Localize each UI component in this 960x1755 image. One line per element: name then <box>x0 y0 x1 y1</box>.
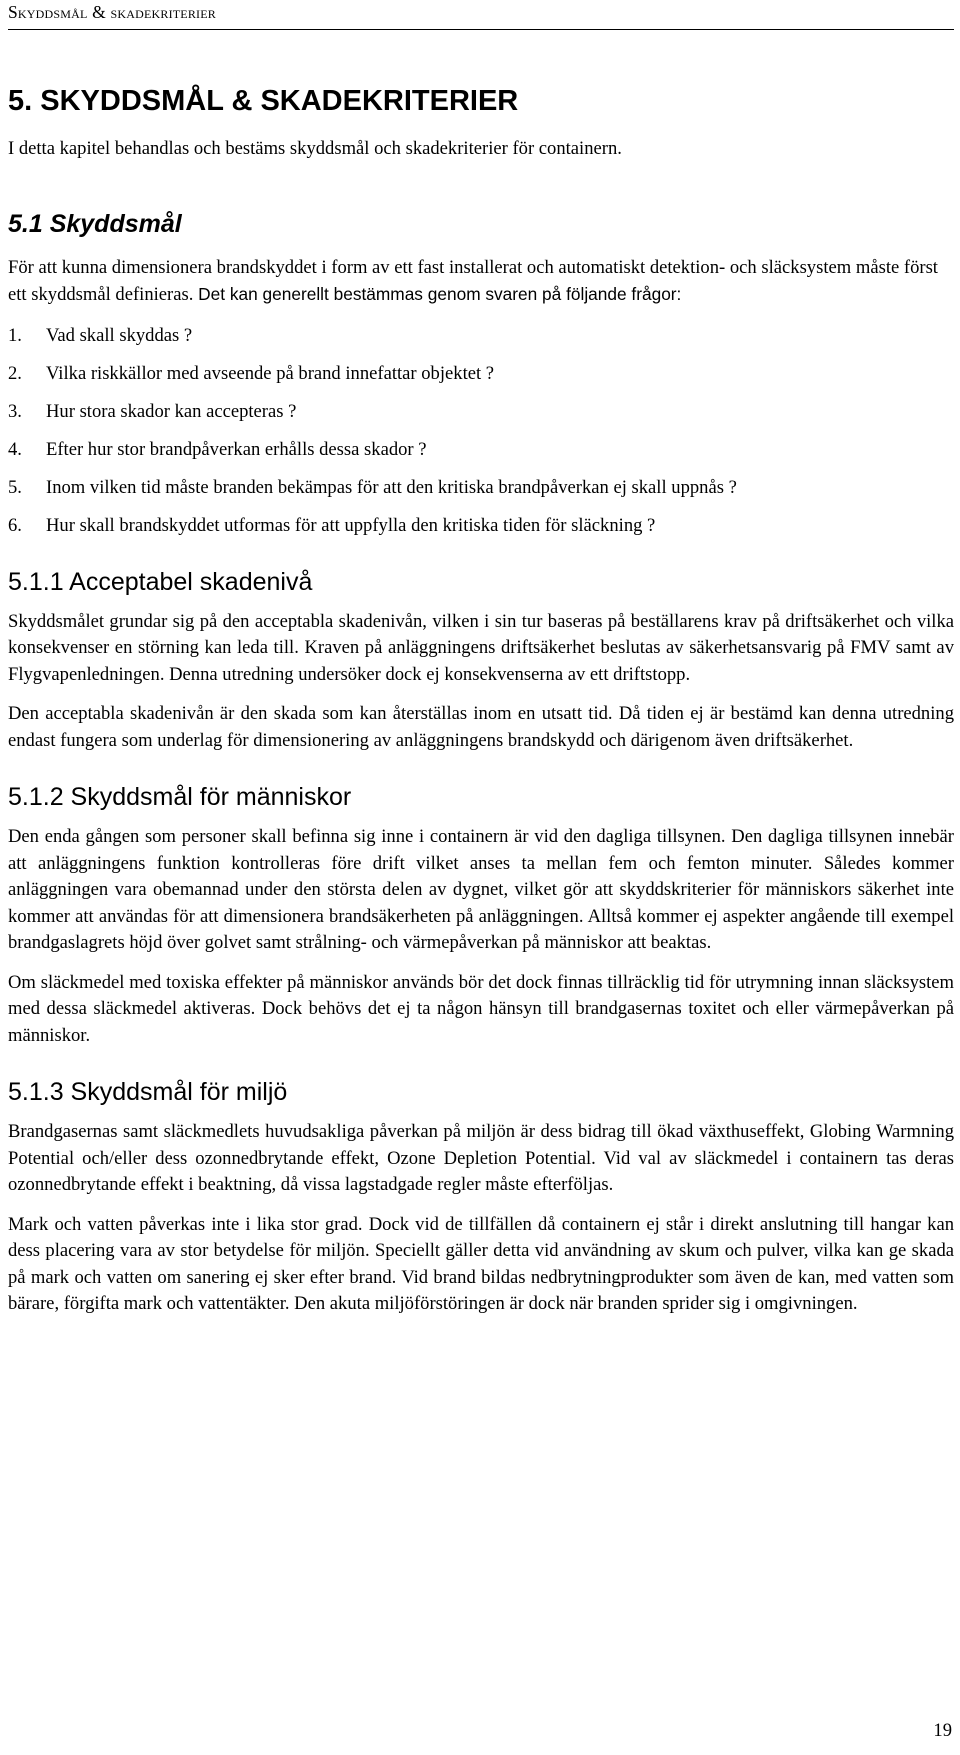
list-item <box>8 512 954 539</box>
list-item <box>8 436 954 463</box>
section-5-1-sans-text: Det kan generellt bestämmas genom svaren på följande frågor: <box>193 284 682 304</box>
list-item-text: Hur stora skador kan accepteras ? <box>46 400 297 422</box>
question-list <box>8 322 954 539</box>
list-item-number: 2. <box>8 362 22 384</box>
section-5-1-title: 5.1 Skyddsmål <box>8 209 182 238</box>
section-5-1-serif-text: För att kunna dimensionera brandskyddet i form av ett fast installerat och automatiskt detektion- och släcksystem måste först ett skyddsmål definieras. <box>8 256 938 305</box>
list-item-text: Hur skall brandskyddet utformas för att uppfylla den kritiska tiden för släckning ? <box>46 514 656 536</box>
list-item <box>8 398 954 425</box>
list-item <box>8 474 954 501</box>
list-item-text: Vilka riskkällor med avseende på brand innefattar objektet ? <box>46 362 495 384</box>
page-number: 19 <box>933 1720 952 1741</box>
list-item-text: Inom vilken tid måste branden bekämpas för att den kritiska brandpåverkan ej skall uppnås ? <box>46 476 737 498</box>
section-5-1-paragraph <box>8 255 954 309</box>
list-item-number: 4. <box>8 438 22 460</box>
list-item-number: 5. <box>8 476 22 498</box>
section-5-1-1-paragraph-1: Skyddsmålet grundar sig på den acceptabla skadenivån, vilken i sin tur baseras på beställarens krav på driftsäkerhet och vilka konsekvenser en störning kan leda till. Kraven på anläggningens driftsäkerhet beslutas av säkerhetsansvarig på FMV samt av Flygvapenledningen. Denna utredning undersöker dock ej konsekvenserna av ett driftstopp. <box>8 610 954 685</box>
list-item-number: 1. <box>8 324 22 346</box>
list-item-number: 6. <box>8 514 22 536</box>
section-5-1-1-paragraph-2: Den acceptabla skadenivån är den skada som kan återställas inom en utsatt tid. Då tiden ej är bestämd kan denna utredning endast fungera som underlag för dimensionering av anläggningens brandskydd och därigenom även driftsäkerhet. <box>8 703 954 751</box>
section-5-1-2-paragraph-1: Den enda gången som personer skall befinna sig inne i containern är vid den dagliga tillsynen. Den dagliga tillsynen innebär att anläggningens funktion kontrolleras före drift vilket anses ta mellan fem och femton minuter. Således kommer anläggningen vara obemannad under den största delen av dygnet, vilket gör att skyddskriterier för människors säkerhet inte kommer att användas för att dimensionera brandsäkerheten på anläggningen. Alltså kommer ej aspekter angående till exempel brandgaslagrets höjd över golvet samt strålning- och värmepåverkan på människor att beaktas. <box>8 826 954 953</box>
running-header: Skyddsmål & skadekriterier <box>8 2 954 30</box>
section-5-1-1-title: 5.1.1 Acceptabel skadenivå <box>8 567 313 596</box>
chapter-intro: I detta kapitel behandlas och bestäms skyddsmål och skadekriterier för containern. <box>8 138 622 159</box>
list-item-number: 3. <box>8 400 22 422</box>
section-5-1-3-paragraph-1: Brandgasernas samt släckmedlets huvudsakliga påverkan på miljön är dess bidrag till ökad växthuseffekt, Globing Warmning Potential och/eller dess ozonnedbrytande effekt, Ozone Depletion Potential. Vid val av släckmedel i containern tas deras ozonnedbrytande effekt i beaktning, då vissa lagstadgade regler måste efterföljas. <box>8 1121 954 1195</box>
list-item-text: Vad skall skyddas ? <box>46 324 193 346</box>
list-item <box>8 322 954 349</box>
section-5-1-3-title: 5.1.3 Skyddsmål för miljö <box>8 1078 288 1106</box>
list-item <box>8 360 954 387</box>
section-5-1-2-paragraph-2: Om släckmedel med toxiska effekter på människor används bör det dock finnas tillräcklig tid för utrymning innan släcksystem med dessa släckmedel aktiveras. Dock behövs det ej ta någon hänsyn till brandgasernas toxitet och eller värmepåverkan på människor. <box>8 971 954 1046</box>
section-5-1-3-paragraph-2: Mark och vatten påverkas inte i lika stor grad. Dock vid de tillfällen då containern ej står i direkt anslutning till hangar kan dess placering vara av stor betydelse för miljön. Speciellt gäller detta vid användning av skum och pulver, vilka kan ge skada på mark och vatten om sanering ej sker efter brand. Vid brand bildas nedbrytningprodukter som även de kan, med vatten som bärare, förgifta mark och vattentäkter. Den akuta miljöförstöringen är dock när branden sprider sig i omgivningen. <box>8 1213 954 1314</box>
chapter-title: 5. SKYDDSMÅL & SKADEKRITERIER <box>8 85 519 117</box>
page-content <box>8 84 954 1331</box>
section-5-1-2-title: 5.1.2 Skyddsmål för människor <box>8 783 352 811</box>
list-item-text: Efter hur stor brandpåverkan erhålls dessa skador ? <box>46 438 427 460</box>
